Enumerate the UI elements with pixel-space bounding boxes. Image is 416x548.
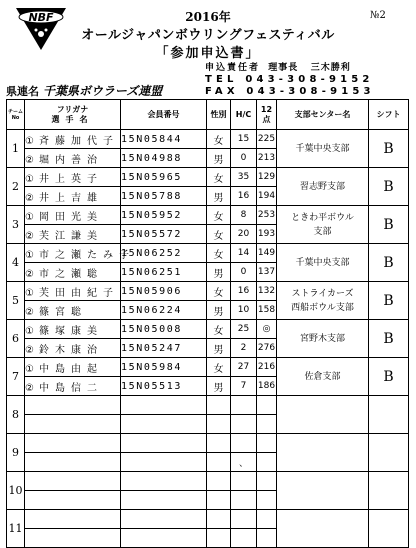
shift-value: B — [369, 282, 409, 320]
branch-name-line: 佐倉支部 — [304, 371, 341, 382]
player-points: 213 — [257, 149, 277, 168]
player-index: ② — [25, 382, 34, 394]
player-name-cell — [25, 225, 121, 244]
player-index: ① — [25, 135, 34, 147]
player-hc: 、 — [231, 453, 257, 472]
player-points: 253 — [257, 206, 277, 225]
member-number: 15N06252 — [121, 244, 207, 263]
branch-name-line: 千葉中央支部 — [295, 257, 350, 268]
player-hc — [231, 491, 257, 510]
player-hc: 7 — [231, 377, 257, 396]
team-number: 7 — [7, 358, 25, 396]
table-row — [7, 510, 409, 529]
player-hc: 27 — [231, 358, 257, 377]
player-sex: 女 — [207, 206, 231, 225]
player-name-cell — [25, 529, 121, 548]
player-hc — [231, 472, 257, 491]
player-name: 井上英子 — [38, 173, 103, 185]
player-sex — [207, 529, 231, 548]
player-name-cell — [25, 130, 121, 149]
player-name-cell — [25, 244, 135, 263]
player-points: 193 — [257, 225, 277, 244]
player-points: 149 — [257, 244, 277, 263]
player-points: 132 — [257, 282, 277, 301]
player-index: ① — [25, 287, 34, 299]
player-hc: 0 — [231, 149, 257, 168]
player-name-cell — [25, 206, 121, 225]
player-sex — [207, 396, 231, 415]
header-branch: 支部センター名 — [277, 100, 369, 130]
branch-name-line: ストライカーズ — [291, 288, 354, 299]
branch-name-line: 千葉中央支部 — [295, 143, 350, 154]
player-hc: 16 — [231, 282, 257, 301]
member-number: 15N05965 — [121, 168, 207, 187]
player-name-cell — [25, 396, 121, 415]
branch-name — [277, 358, 369, 396]
branch-name-line: 西船ボウル支部 — [291, 302, 354, 313]
fax-number: 043-308-9153 — [246, 86, 375, 97]
player-points — [257, 529, 277, 548]
shift-value — [369, 472, 409, 510]
player-points — [257, 415, 277, 434]
player-hc — [231, 396, 257, 415]
rep-label: 申込責任者 — [205, 63, 261, 73]
team-number: 10 — [7, 472, 25, 510]
player-index: ① — [25, 211, 34, 223]
shift-value: B — [369, 244, 409, 282]
player-sex — [207, 491, 231, 510]
team-number: 6 — [7, 320, 25, 358]
member-number — [121, 434, 207, 453]
player-name-cell — [25, 415, 121, 434]
member-number — [121, 472, 207, 491]
member-number: 15N05906 — [121, 282, 207, 301]
header-team: チーム No — [7, 100, 25, 130]
entry-table — [6, 99, 409, 548]
player-name-cell — [25, 187, 121, 206]
branch-name — [277, 320, 369, 358]
player-sex: 男 — [207, 339, 231, 358]
player-index: ① — [25, 249, 34, 261]
member-number: 15N04988 — [121, 149, 207, 168]
applicant-info — [205, 62, 375, 98]
player-sex: 女 — [207, 225, 231, 244]
player-index: ① — [25, 325, 34, 337]
association — [6, 82, 162, 99]
player-points — [257, 453, 277, 472]
player-points: ◎ — [257, 320, 277, 339]
table-row — [7, 130, 409, 149]
shift-value: B — [369, 130, 409, 168]
player-name-cell — [25, 358, 121, 377]
player-index: ② — [25, 306, 34, 318]
player-name-cell — [25, 472, 121, 491]
player-index: ② — [25, 268, 34, 280]
player-name-cell — [25, 301, 121, 320]
player-hc — [231, 510, 257, 529]
shift-value: B — [369, 320, 409, 358]
tel-number: 043-308-9152 — [245, 74, 374, 85]
player-name-cell — [25, 453, 121, 472]
team-number: 4 — [7, 244, 25, 282]
player-sex: 女 — [207, 358, 231, 377]
member-number: 15N06224 — [121, 301, 207, 320]
table-row — [7, 434, 409, 453]
event-title: オールジャパンボウリングフェスティバル — [81, 28, 335, 43]
header-member-no: 会員番号 — [121, 100, 207, 130]
player-name: 芙田由紀子 — [38, 287, 119, 299]
player-sex: 男 — [207, 149, 231, 168]
event-year: 2016年 — [185, 10, 231, 24]
player-index: ② — [25, 154, 34, 166]
team-number: 5 — [7, 282, 25, 320]
player-sex — [207, 472, 231, 491]
member-number — [121, 453, 207, 472]
header-name: フリガナ 選手名 — [25, 100, 121, 130]
player-sex: 女 — [207, 244, 231, 263]
player-points: 186 — [257, 377, 277, 396]
player-sex: 男 — [207, 301, 231, 320]
player-sex: 女 — [207, 168, 231, 187]
table-row — [7, 206, 409, 225]
branch-name — [277, 168, 369, 206]
branch-name-line: 習志野支部 — [299, 181, 345, 192]
doc-number: №2 — [370, 10, 386, 21]
member-number: 15N05572 — [121, 225, 207, 244]
player-hc: 8 — [231, 206, 257, 225]
player-hc: 2 — [231, 339, 257, 358]
player-sex — [207, 434, 231, 453]
player-name-cell — [25, 339, 121, 358]
branch-name-line: 支部 — [313, 226, 332, 237]
branch-name — [277, 472, 369, 510]
team-number: 1 — [7, 130, 25, 168]
player-name-cell — [25, 168, 121, 187]
branch-name — [277, 206, 369, 244]
branch-name-line: ときわ平ボウル — [291, 212, 354, 223]
player-name-cell — [25, 263, 121, 282]
player-points: 276 — [257, 339, 277, 358]
player-name: 堀内善治 — [38, 154, 103, 166]
table-row — [7, 320, 409, 339]
player-name: 斉藤加代子 — [38, 135, 119, 147]
player-name: 中島信二 — [38, 382, 103, 394]
player-points: 216 — [257, 358, 277, 377]
player-sex: 男 — [207, 187, 231, 206]
member-number: 15N05513 — [121, 377, 207, 396]
rep-name: 三木勝利 — [310, 63, 351, 73]
player-name-cell — [25, 320, 121, 339]
player-name-cell — [25, 491, 121, 510]
shift-value — [369, 396, 409, 434]
player-index: ② — [25, 344, 34, 356]
branch-name — [277, 282, 369, 320]
shift-value: B — [369, 206, 409, 244]
player-points — [257, 472, 277, 491]
player-name-cell — [25, 510, 121, 529]
member-number: 15N05788 — [121, 187, 207, 206]
branch-name — [277, 434, 369, 472]
player-points — [257, 396, 277, 415]
table-row — [7, 244, 409, 263]
member-number: 15N05008 — [121, 320, 207, 339]
shift-value — [369, 510, 409, 548]
table-row — [7, 358, 409, 377]
player-points: 194 — [257, 187, 277, 206]
player-name-cell — [25, 282, 121, 301]
player-points: 158 — [257, 301, 277, 320]
player-index: ② — [25, 230, 34, 242]
player-points: 129 — [257, 168, 277, 187]
table-header-row — [7, 100, 409, 130]
header-sex: 性別 — [207, 100, 231, 130]
player-points — [257, 491, 277, 510]
member-number: 15N06251 — [121, 263, 207, 282]
association-name: 千葉県ボウラーズ連盟 — [42, 84, 163, 98]
player-name: 中島由起 — [38, 363, 103, 375]
member-number — [121, 396, 207, 415]
player-points: 225 — [257, 130, 277, 149]
player-points — [257, 434, 277, 453]
player-sex — [207, 453, 231, 472]
member-number: 15N05247 — [121, 339, 207, 358]
branch-name-line: 宮野木支部 — [299, 333, 345, 344]
member-number: 15N05952 — [121, 206, 207, 225]
team-number: 8 — [7, 396, 25, 434]
shift-value: B — [369, 358, 409, 396]
player-sex: 男 — [207, 377, 231, 396]
player-hc — [231, 434, 257, 453]
member-number — [121, 491, 207, 510]
branch-name — [277, 510, 369, 548]
member-number — [121, 529, 207, 548]
player-index: ① — [25, 173, 34, 185]
branch-name — [277, 130, 369, 168]
player-sex — [207, 510, 231, 529]
player-sex — [207, 415, 231, 434]
player-index: ② — [25, 192, 34, 204]
player-sex: 女 — [207, 320, 231, 339]
association-label: 県連名 — [6, 85, 39, 98]
team-number: 2 — [7, 168, 25, 206]
player-name: 篠宮聡 — [38, 306, 87, 318]
fax-label: FAX — [205, 86, 239, 97]
table-row — [7, 168, 409, 187]
player-name: 鈴木康治 — [38, 344, 103, 356]
player-hc: 35 — [231, 168, 257, 187]
table-row — [7, 396, 409, 415]
member-number: 15N05984 — [121, 358, 207, 377]
header-shift: シフト — [369, 100, 409, 130]
player-points: 137 — [257, 263, 277, 282]
member-number — [121, 415, 207, 434]
player-hc: 14 — [231, 244, 257, 263]
shift-value — [369, 434, 409, 472]
player-hc: 0 — [231, 263, 257, 282]
member-number: 15N05844 — [121, 130, 207, 149]
player-name: 芙江謙美 — [38, 230, 103, 242]
player-hc: 16 — [231, 187, 257, 206]
player-name-cell — [25, 149, 121, 168]
player-hc — [231, 415, 257, 434]
tel-label: TEL — [205, 74, 238, 85]
header-hc: H/C — [231, 100, 257, 130]
player-name: 岡田光美 — [38, 211, 103, 223]
player-hc: 20 — [231, 225, 257, 244]
header-points: 12 点 — [257, 100, 277, 130]
player-name: 井上吉雄 — [38, 192, 103, 204]
member-number — [121, 510, 207, 529]
player-name-cell — [25, 377, 121, 396]
player-name: 市之瀬聡 — [38, 268, 103, 280]
player-hc: 15 — [231, 130, 257, 149]
table-row — [7, 282, 409, 301]
player-name: 篠塚康美 — [38, 325, 103, 337]
team-number: 3 — [7, 206, 25, 244]
player-points — [257, 510, 277, 529]
player-index: ① — [25, 363, 34, 375]
player-name-cell — [25, 434, 121, 453]
player-name: 市之瀬たみ子 — [38, 249, 135, 261]
player-hc: 25 — [231, 320, 257, 339]
team-number: 9 — [7, 434, 25, 472]
team-number: 11 — [7, 510, 25, 548]
player-sex: 女 — [207, 130, 231, 149]
table-row — [7, 472, 409, 491]
player-sex: 男 — [207, 263, 231, 282]
rep-title: 理事長 — [268, 63, 299, 73]
player-hc — [231, 529, 257, 548]
player-hc: 10 — [231, 301, 257, 320]
shift-value: B — [369, 168, 409, 206]
branch-name — [277, 396, 369, 434]
form-title: 「参加申込書」 — [155, 46, 261, 61]
logo-text: NBF — [28, 11, 54, 24]
branch-name — [277, 244, 369, 282]
player-sex: 女 — [207, 282, 231, 301]
